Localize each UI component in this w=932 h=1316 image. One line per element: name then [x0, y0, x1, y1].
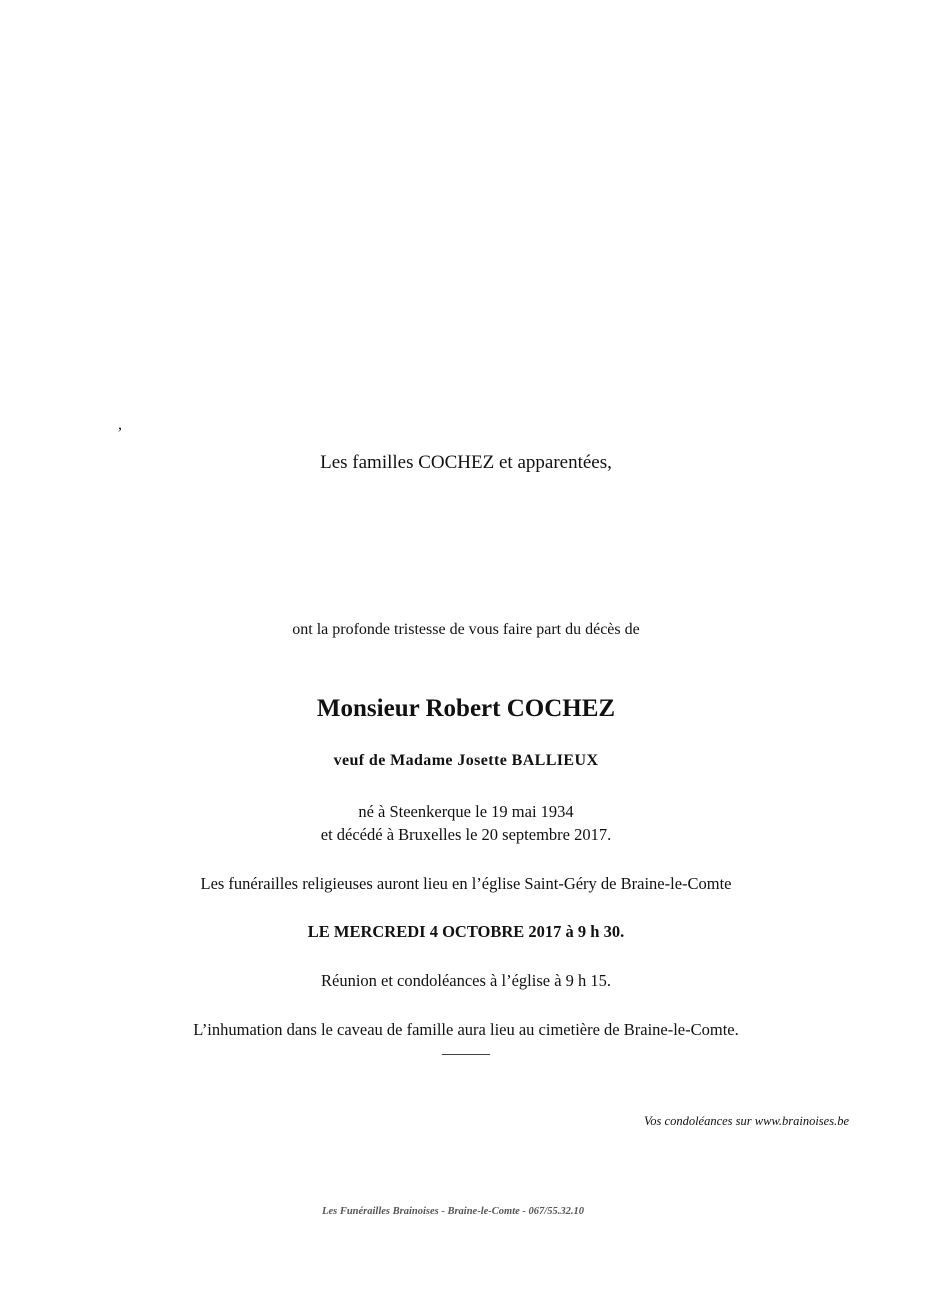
funeral-date: LE MERCREDI 4 OCTOBRE 2017 à 9 h 30.: [307, 922, 625, 941]
divider-line: ______: [442, 1040, 490, 1057]
widower-line: veuf de Madame Josette BALLIEUX: [333, 752, 599, 769]
funeral-info: Les funérailles religieuses auront lieu en l’église Saint-Géry de Braine-le-Comte: [200, 874, 732, 893]
deceased-name: Monsieur Robert COCHEZ: [316, 695, 616, 722]
death-line: et décédé à Bruxelles le 20 septembre 2017.: [320, 825, 612, 844]
burial-line: L’inhumation dans le caveau de famille aura lieu au cimetière de Braine-le-Comte.: [193, 1020, 739, 1039]
footer-funeral-home: Les Funérailles Brainoises - Braine-le-Comte - 067/55.32.10: [322, 1206, 584, 1217]
condolences-note: Vos condoléances sur www.brainoises.be: [644, 1114, 849, 1128]
reception-line: Réunion et condoléances à l’église à 9 h 15.: [320, 971, 612, 990]
stray-comma: ,: [118, 416, 122, 433]
birth-line: né à Steenkerque le 19 mai 1934: [358, 802, 574, 821]
families-line: Les familles COCHEZ et apparentées,: [320, 452, 612, 473]
announcement-line: ont la profonde tristesse de vous faire part du décès de: [292, 621, 640, 638]
